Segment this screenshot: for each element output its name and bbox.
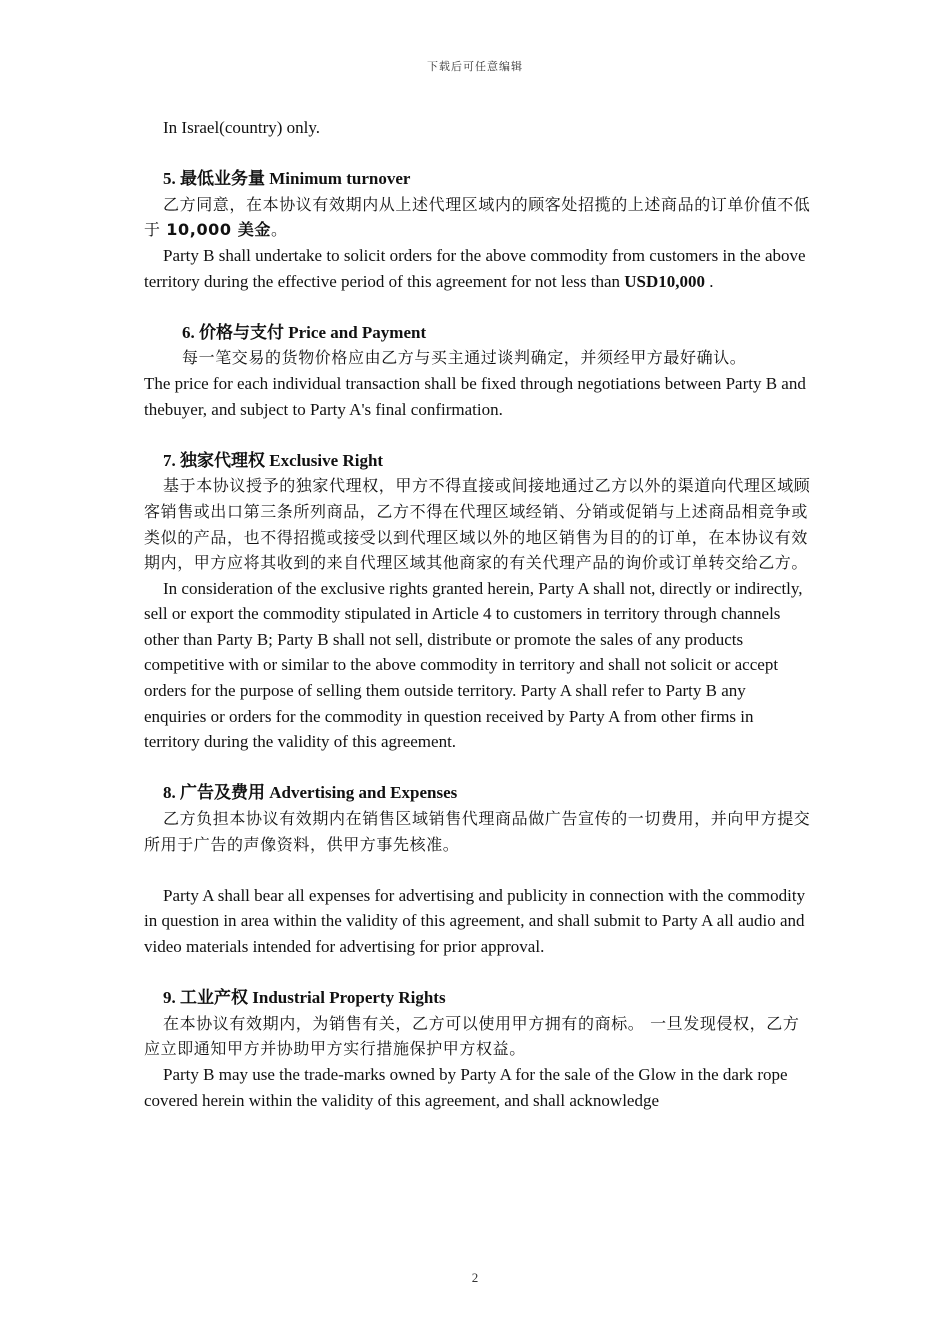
page-header: 下载后可任意编辑: [427, 60, 523, 73]
section-9-heading: 9. 工业产权 Industrial Property Rights: [163, 988, 446, 1008]
intro-line: In Israel(country) only.: [163, 118, 321, 137]
page-number: 2: [471, 1270, 479, 1285]
section-5-en-end: .: [705, 271, 714, 291]
section-7-heading: 7. 独家代理权 Exclusive Right: [163, 450, 384, 470]
spacer: [144, 141, 812, 167]
section-6-cn: 每一笔交易的货物价格应由乙方与买主通过谈判确定，并须经甲方最好确认。: [182, 348, 747, 368]
section-7-en: In consideration of the exclusive rights granted herein, Party A shall not, directly or indirectly, sell or export the commodity stipulated in Article 4 to customers in territory through channels other than Party B; Party B shall not sell, distribute or promote the sales of any products competitive with or similar to the above commodity in territory and shall not solicit or accept orders for the purpose of selling them outside territory. Party A shall refer to Party B any enquiries or orders for the commodity in question received by Party A from other firms in territory during the validity of this agreement.: [144, 578, 803, 752]
section-5-en-amount: USD10,000: [624, 271, 706, 291]
section-5-cn-end: 。: [271, 220, 288, 240]
section-8-heading: 8. 广告及费用 Advertising and Expenses: [163, 783, 458, 803]
spacer: [144, 755, 812, 781]
section-7-cn: 基于本协议授予的独家代理权，甲方不得直接或间接地通过乙方以外的渠道向代理区域顾客销售或出口第三条所列商品，乙方不得在代理区域经销、分销或促销与上述商品相竞争或类似的产品，也不得招揽或接受以到代理区域以外的地区销售为目的的订单，在本协议有效期内，甲方应将其收到的来自代理区域其他商家的有关代理产品的询价或订单转交给乙方。: [144, 476, 811, 573]
section-5-cn-text: 乙方同意，在本协议有效期内从上述代理区域内的顾客处招揽的上述商品的订单价值不低于: [144, 194, 811, 240]
section-8-cn: 乙方负担本协议有效期内在销售区域销售代理商品做广告宣传的一切费用，并向甲方提交所用于广告的声像资料，供甲方事先核准。: [144, 809, 811, 854]
spacer: [144, 294, 812, 320]
section-5-en-text: Party B shall undertake to solicit orders for the above commodity from customers in the above territory during the effective period of this agreement for not less than: [144, 245, 806, 291]
section-6-heading: 6. 价格与支付 Price and Payment: [182, 322, 427, 342]
section-5-cn-amount: 10,000 美金: [166, 220, 272, 240]
section-6-en: The price for each individual transaction shall be fixed through negotiations between Party B and thebuyer, and subject to Party A's final confirmation.: [144, 373, 806, 419]
section-5-heading: 5. 最低业务量 Minimum turnover: [163, 169, 411, 189]
section-5-cn: [144, 192, 812, 243]
section-8-en: Party A shall bear all expenses for advertising and publicity in connection with the commodity in question in area within the validity of this agreement, and shall submit to Party A all audio and video materials intended for advertising for prior approval.: [144, 885, 806, 956]
spacer: [144, 960, 812, 986]
section-5-en: [144, 243, 812, 294]
section-9-cn: 在本协议有效期内，为销售有关，乙方可以使用甲方拥有的商标。 一旦发现侵权，乙方应立即通知甲方并协助甲方实行措施保护甲方权益。: [144, 1013, 800, 1059]
spacer: [144, 422, 812, 448]
spacer: [144, 857, 812, 883]
section-9-en: Party B may use the trade-marks owned by Party A for the sale of the Glow in the dark rope covered herein within the validity of this agreement, and shall acknowledge: [144, 1064, 788, 1110]
document-body: [144, 115, 812, 1113]
